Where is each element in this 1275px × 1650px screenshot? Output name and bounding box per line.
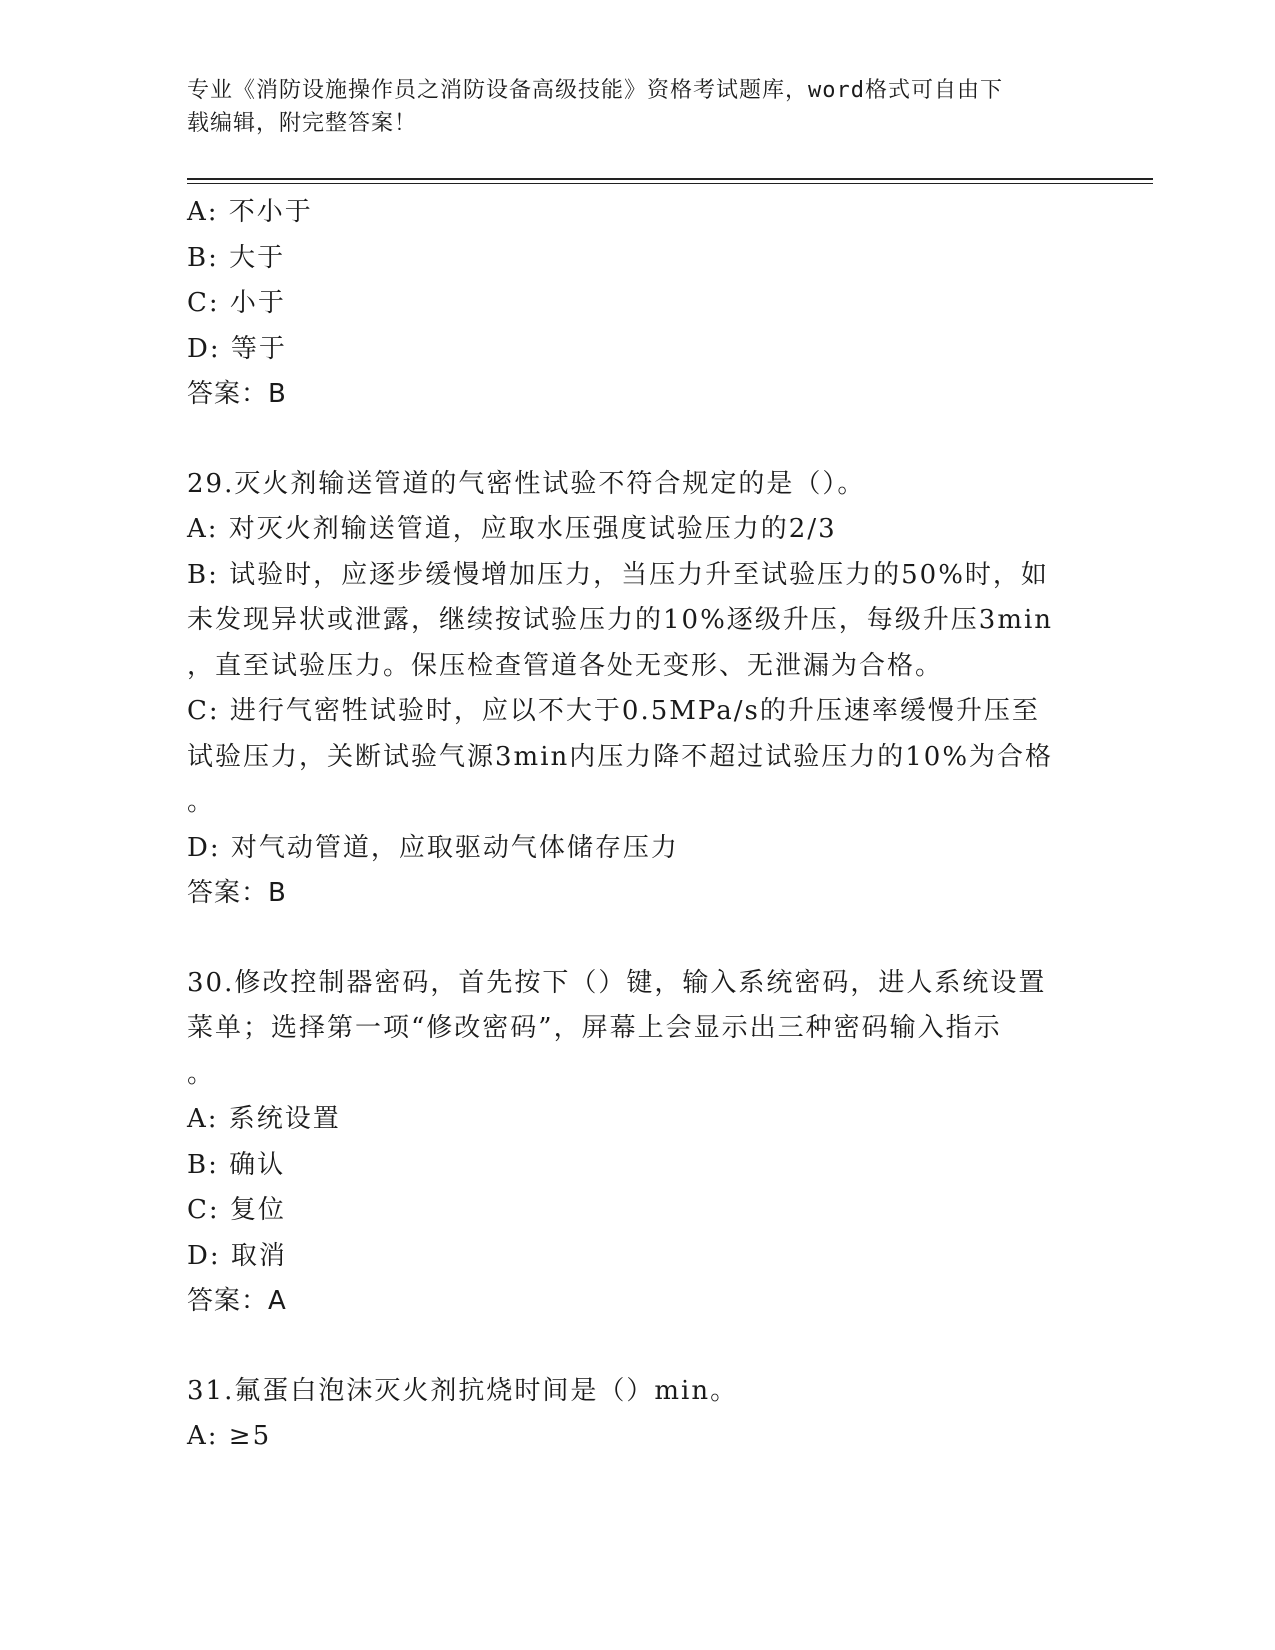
option-a: A: ≥5 <box>187 1421 272 1451</box>
answer-label: 答案：A <box>187 1286 287 1316</box>
header-rule-thin <box>187 183 1153 184</box>
question-gap <box>187 418 1087 462</box>
question-30 <box>187 961 1087 1325</box>
header-rule-thick <box>187 178 1153 180</box>
option-d: D: 等于 <box>187 333 287 364</box>
option-c-line-3: 。 <box>187 787 216 817</box>
option-b: B: 确认 <box>187 1149 286 1180</box>
option-c-line-1: C: 进行气密牲试验时，应以不大于0.5MPa/s的升压速率缓慢升压至 <box>187 696 1040 726</box>
answer-label: 答案：B <box>187 878 287 908</box>
question-31 <box>187 1369 1087 1460</box>
question-stem: 29.灭火剂输送管道的气密性试验不符合规定的是（）。 <box>187 468 866 499</box>
question-stem-line-1: 30.修改控制器密码，首先按下（）键，输入系统密码，进人系统设置 <box>187 967 1047 998</box>
option-a: A: 系统设置 <box>187 1104 341 1134</box>
option-c: C: 复位 <box>187 1195 286 1225</box>
option-c: C: 小于 <box>187 288 286 318</box>
option-d: D: 对气动管道，应取驱动气体储存压力 <box>187 832 679 863</box>
question-28 <box>187 190 1087 418</box>
header-line-2: 载编辑，附完整答案！ <box>187 111 418 136</box>
document-header <box>187 74 1047 140</box>
option-a: A: 不小于 <box>187 197 313 227</box>
option-a: A: 对灭火剂输送管道，应取水压强度试验压力的2/3 <box>187 514 837 544</box>
question-content <box>187 190 1087 1460</box>
option-b-line-3: ，直至试验压力。保压检查管道各处无变形、无泄漏为合格。 <box>187 650 944 681</box>
option-b: B: 大于 <box>187 242 286 273</box>
question-gap <box>187 1325 1087 1369</box>
question-gap <box>187 917 1087 961</box>
question-stem: 31.氟蛋白泡沫灭火剂抗烧时间是（）min。 <box>187 1375 739 1406</box>
header-line-1: 专业《消防设施操作员之消防设备高级技能》资格考试题库，word格式可自由下 <box>187 78 1003 103</box>
question-stem-line-2: 菜单；选择第一项“修改密码”，屏幕上会显示出三种密码输入指示 <box>187 1013 1002 1043</box>
option-b-line-1: B: 试验时，应逐步缓慢增加压力，当压力升至试验压力的50%时，如 <box>187 559 1049 590</box>
option-c-line-2: 试验压力，关断试验气源3min内压力降不超过试验压力的10%为合格 <box>187 741 1054 772</box>
option-d: D: 取消 <box>187 1240 287 1271</box>
answer-label: 答案：B <box>187 379 287 409</box>
question-stem-line-3: 。 <box>187 1058 216 1089</box>
question-29 <box>187 462 1087 917</box>
option-b-line-2: 未发现异状或泄露，继续按试验压力的10%逐级升压，每级升压3min <box>187 605 1054 635</box>
